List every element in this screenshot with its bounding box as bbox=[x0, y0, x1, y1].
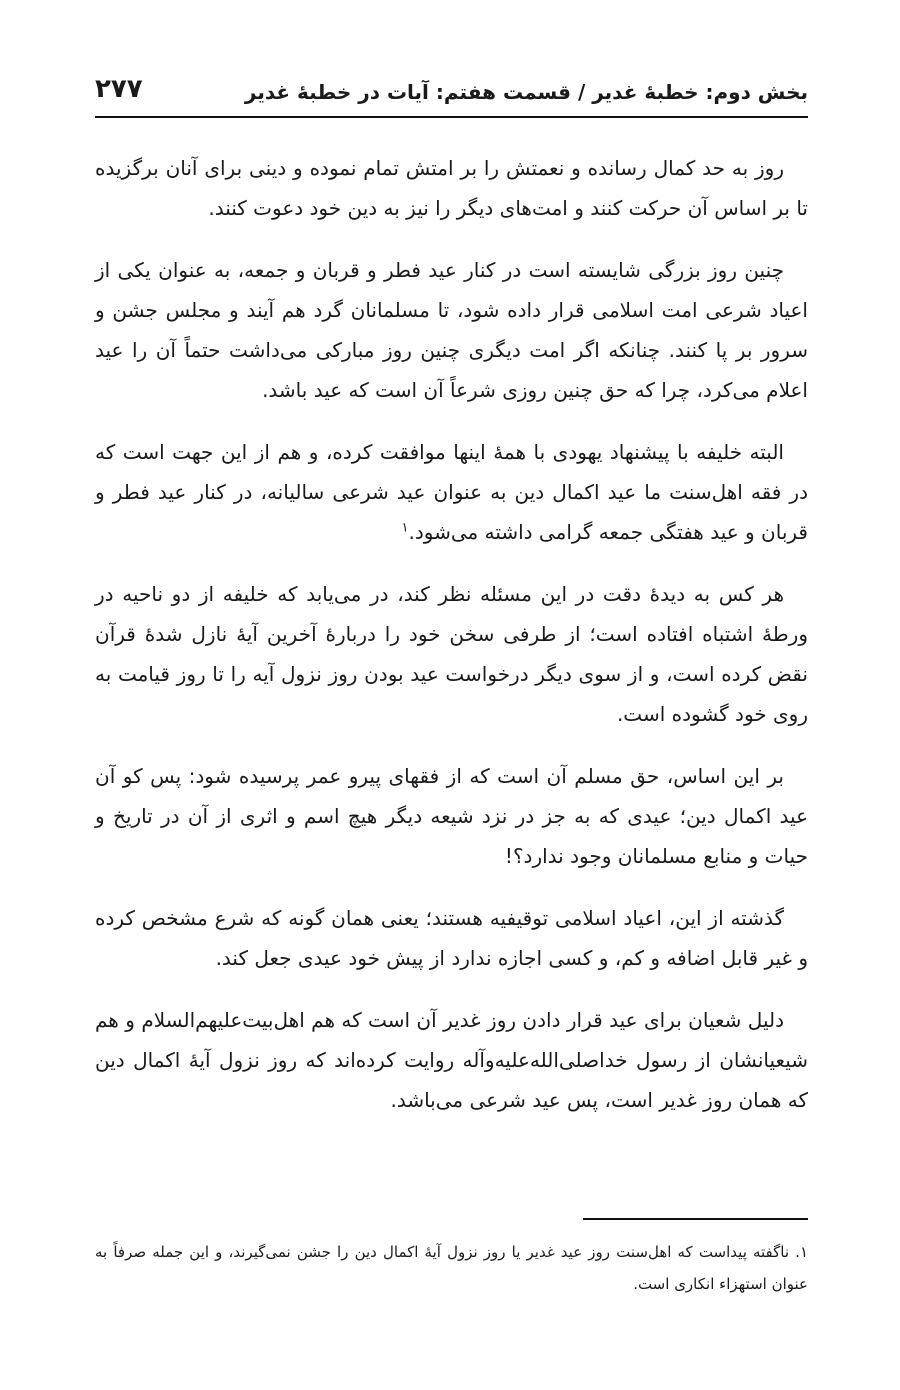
footnote-divider bbox=[583, 1218, 808, 1220]
paragraph-2: چنین روز بزرگی شایسته است در کنار عید فطر و قربان و جمعه، به عنوان یکی از اعیاد شرعی امت اسلامی قرار داده شود، تا مسلمانان گرد هم آیند و مجلس جشن و سرور بر پا کنند. چنانکه اگر امت دیگری چنین روز مبارکی می‌داشت حتماً آن را عید اعلام می‌کرد، چرا که حق چنین روزی شرعاً آن است که عید باشد. bbox=[95, 258, 808, 402]
paragraph-5: بر این اساس، حق مسلم آن است که از فقهای پیرو عمر پرسیده شود: پس کو آن عید اکمال دین؛ عیدی که به جز در نزد شیعه دیگر هیچ اسم و اثری از آن در تاریخ و حیات و منابع مسلمانان وجود ندارد؟! bbox=[95, 764, 808, 868]
footnote-reference[interactable]: ۱ bbox=[401, 520, 409, 536]
paragraph-1: روز به حد کمال رسانده و نعمتش را بر امتش تمام نموده و دینی برای آنان برگزیده تا بر اساس آن حرکت کنند و امت‌های دیگر را نیز به دین خود دعوت کنند. bbox=[95, 156, 808, 220]
running-header bbox=[95, 70, 808, 104]
paragraph-4: هر کس به دیدهٔ دقت در این مسئله نظر کند، در می‌یابد که خلیفه از دو ناحیه در ورطهٔ اشتباه افتاده است؛ از طرفی سخن خود را دربارهٔ آخرین آیهٔ نازل شدهٔ قرآن نقض کرده است، و از سوی دیگر درخواست عید بودن روز نزول آیه را تا روز قیامت به روی خود گشوده است. bbox=[95, 582, 808, 726]
header-divider bbox=[95, 116, 808, 118]
running-header-title: بخش دوم: خطبهٔ غدیر / قسمت هفتم: آیات در خطبهٔ غدیر bbox=[244, 80, 808, 104]
paragraph-7: دلیل شعیان برای عید قرار دادن روز غدیر آن است که هم اهل‌بیت‌علیهم‌السلام و هم شیعیانشان از رسول خداصلی‌الله‌علیه‌وآله روایت کرده‌اند که روز نزول آیهٔ اکمال دین که همان روز غدیر است، پس عید شرعی می‌باشد. bbox=[95, 1008, 808, 1112]
page-number: ۲۷۷ bbox=[95, 74, 143, 104]
footnote: ۱. ناگفته پیداست که اهل‌سنت روز عید غدیر یا روز نزول آیهٔ اکمال دین را جشن نمی‌گیرند، و این جمله صرفاً به عنوان استهزاء انکاری است. bbox=[95, 1243, 808, 1293]
body-text bbox=[95, 148, 808, 1142]
paragraph-6: گذشته از این، اعیاد اسلامی توقیفیه هستند؛ یعنی همان گونه که شرع مشخص کرده و غیر قابل اضافه و کم، و کسی اجازه ندارد از پیش خود عیدی جعل کند. bbox=[95, 906, 808, 970]
paragraph-3: البته خلیفه با پیشنهاد یهودی با همهٔ اینها موافقت کرده، و هم از این جهت است که در فقه اهل‌سنت ما عید اکمال دین به عنوان عید شرعی سالیانه، در کنار عید فطر و قربان و عید هفتگی جمعه گرامی داشته می‌شود.$^۱$ bbox=[95, 440, 808, 544]
